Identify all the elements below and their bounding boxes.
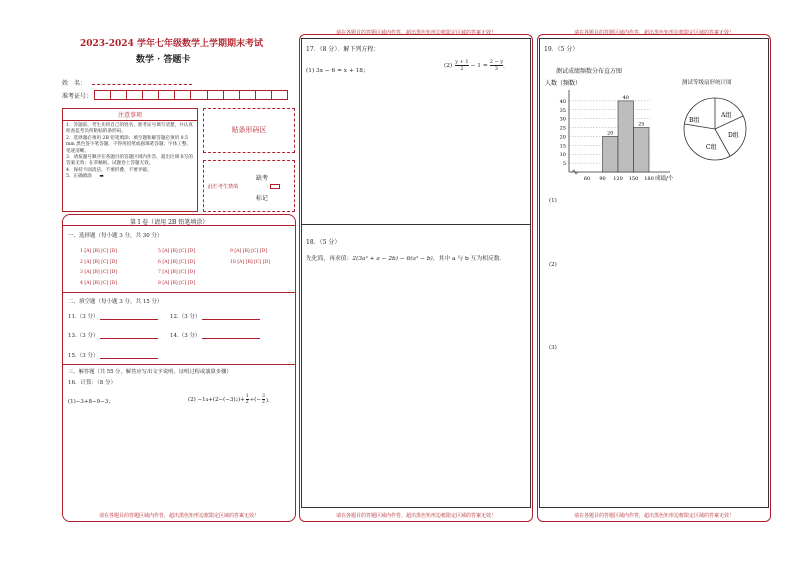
mcq-row-9[interactable]: 9 [A] [B] [C] [D] <box>230 249 268 254</box>
histogram-ytick-label: 15 <box>559 143 566 150</box>
histogram-xtick-label: 90 <box>599 176 606 182</box>
histogram-ytick-label: 35 <box>559 107 566 114</box>
name-field[interactable] <box>92 84 192 85</box>
notice-item-1: 1．答题前，考生先将自己的姓名、准考证号填写清楚，并认真检查监考员所粘贴的条形码。 <box>66 123 193 135</box>
q16-title: 16．计算：（8 分） <box>68 380 116 386</box>
q17-answer-area[interactable] <box>302 78 530 222</box>
mcq-row-3[interactable]: 3 [A] [B] [C] [D] <box>80 270 118 275</box>
q17-eq1: (1) 3x − 6 = x + 18； <box>306 68 369 74</box>
absent-note: 此栏考生禁填 <box>208 184 239 190</box>
exam-title: 2023-2024 学年七年级数学上学期期末考试 <box>80 39 263 49</box>
notice-item-2: 2．选择题必须用 2B 铅笔填涂；填空题和解答题必须用 0.5 mm 黑色签字笔答题，不得用铅笔或圆珠笔答题；字体工整、笔迹清晰。 <box>66 135 192 154</box>
histogram-data-label: 25 <box>638 121 645 128</box>
histogram-ytick-label: 20 <box>559 134 566 141</box>
histogram-xtick-label: 150 <box>628 176 639 182</box>
absent-checkbox[interactable] <box>270 184 280 189</box>
histogram-ytick-label: 30 <box>559 116 566 123</box>
card-subtitle: 数学 · 答题卡 <box>136 55 191 65</box>
q19-sub-2: (2) <box>549 262 557 268</box>
warning-footer-3: 请在各题目的答题区域内作答，超出黑色矩形边框限定区域的答案无效！ <box>573 513 734 519</box>
histogram-bar <box>618 101 634 172</box>
name-label: 姓 名： <box>62 80 87 87</box>
q16-part1: (1)−3+8−9−3； <box>68 399 114 405</box>
fill-answer-13[interactable] <box>100 332 158 339</box>
histogram-data-label: 20 <box>607 130 614 137</box>
mark-label: 标记 <box>256 195 269 202</box>
notice-item-5: 5．正确填涂 <box>66 174 92 180</box>
histogram-xtick-label: 60 <box>583 176 591 182</box>
q19-title: 19．（5 分） <box>544 46 579 53</box>
histogram-ytick-label: 10 <box>559 152 566 159</box>
exam-id-boxes[interactable] <box>94 90 288 100</box>
q19-sub-3: (3) <box>549 345 557 351</box>
fill-label-13: 13.（3 分） <box>68 333 99 339</box>
q19-answer-2[interactable] <box>548 272 764 342</box>
section2-title: 二、填空题（每小题 3 分，共 15 分） <box>68 299 163 305</box>
absent-box <box>203 160 295 212</box>
q17-eq2: (2) y + 1 2 − 1 = $\frac{2 - y}{3}$ ． <box>444 59 509 72</box>
q19-sub-1: (1) <box>549 198 557 204</box>
histogram-bar <box>634 128 650 172</box>
histogram-ytick-label: 5 <box>562 161 566 168</box>
barcode-label: 贴条形码区 <box>231 126 267 134</box>
mcq-row-8[interactable]: 8 [A] [B] [C] [D] <box>158 280 196 286</box>
section1-title: 一、选择题（每小题 3 分，共 30 分） <box>68 233 163 239</box>
notice-title: 注意事项 <box>63 109 197 121</box>
fill-label-15: 15.（3 分） <box>68 353 99 359</box>
q19-answer-3[interactable] <box>548 356 764 504</box>
pie-label-b: B组 <box>689 117 700 124</box>
fill-example-mark: ▬ <box>99 174 104 180</box>
pie-label-c: C组 <box>706 144 717 151</box>
fill-label-12: 12.（3 分） <box>170 314 201 320</box>
warning-footer-2: 请在各题目的答题区域内作答，超出黑色矩形边框限定区域的答案无效！ <box>335 513 496 519</box>
pie-chart <box>680 94 750 164</box>
mcq-row-7[interactable]: 7 [A] [B] [C] [D] <box>158 270 196 275</box>
histogram-data-label: 40 <box>622 94 629 101</box>
warning-footer-1: 请在各题目的答题区域内作答，超出黑色矩形边框限定区域的答案无效！ <box>98 513 259 519</box>
histogram-xtick-label: 180 <box>644 176 654 182</box>
pie-label-d: D组 <box>728 132 739 139</box>
pie-divider-2 <box>685 124 716 129</box>
fill-label-11: 11.（3 分） <box>68 314 99 320</box>
histogram-title: 测试成绩频数分布直方图 <box>556 68 623 75</box>
warning-header-2: 请在各题目的答题区域内作答，超出黑色矩形边框限定区域的答案无效！ <box>335 30 496 36</box>
mcq-row-10[interactable]: 10 [A] [B] [C] [D] <box>230 259 270 265</box>
warning-header-3: 请在各题目的答题区域内作答，超出黑色矩形边框限定区域的答案无效！ <box>573 30 734 36</box>
fill-answer-14[interactable] <box>202 332 260 339</box>
notice-box <box>62 108 198 212</box>
histogram-ylabel: 人数（频数） <box>545 80 582 87</box>
q18-title: 18．（5 分） <box>306 239 341 246</box>
q18-text: 先化简，再求值：2(3a² + a − 2b) − 6(a² − b)，其中 a 与 b 互为相反数． <box>306 256 506 262</box>
pie-label-a: A组 <box>721 112 732 119</box>
histogram-xtick-label: 120 <box>613 176 623 182</box>
mcq-row-4[interactable]: 4 [A] [B] [C] [D] <box>80 280 118 286</box>
exam-id-label: 准考证号： <box>62 93 93 100</box>
notice-item-4: 4．保持卡面清洁，不要折叠、不要弄破。 <box>66 167 152 173</box>
q18-answer-area[interactable] <box>302 266 530 506</box>
histogram-ytick-label: 25 <box>559 125 566 132</box>
fill-label-14: 14.（3 分） <box>170 333 201 339</box>
histogram-xlabel: 成绩/个 <box>655 176 674 182</box>
pie-title: 测试等级扇形统计图 <box>682 80 732 86</box>
q17-title: 17．（8 分）．解下列方程： <box>306 46 380 53</box>
histogram-chart <box>545 76 685 188</box>
barcode-area <box>203 108 295 153</box>
histogram-ytick-label: 40 <box>559 98 566 105</box>
histogram-bar <box>603 136 619 172</box>
part1-title: 第 I 卷（请用 2B 铅笔填涂） <box>130 219 209 226</box>
mcq-row-6[interactable]: 6 [A] [B] [C] [D] <box>158 259 196 265</box>
fill-answer-12[interactable] <box>202 313 260 320</box>
fill-answer-11[interactable] <box>100 313 158 320</box>
q16-part2: (2) −1 4 +(2−(−3) 2 )+ $\frac{1}{2}$ ÷(− $\frac{3}{2}$ )． <box>188 394 274 405</box>
q19-answer-1[interactable] <box>548 208 764 258</box>
section3-title: 三、解答题（共 55 分，解答应写出文字说明、证明过程或演算步骤） <box>68 369 232 375</box>
mcq-row-5[interactable]: 5 [A] [B] [C] [D] <box>158 249 196 254</box>
notice-item-3: 3．请按题号顺序在各题目的答题区域内作答，超出区域书写的答案无效；在草稿纸、试题卷上答题无效。 <box>66 155 193 167</box>
mcq-row-2[interactable]: 2 [A] [B] [C] [D] <box>80 259 118 265</box>
fill-answer-15[interactable] <box>100 352 158 359</box>
absent-label: 缺考 <box>256 175 269 182</box>
mcq-row-1[interactable]: 1 [A] [B] [C] [D] <box>80 249 118 254</box>
